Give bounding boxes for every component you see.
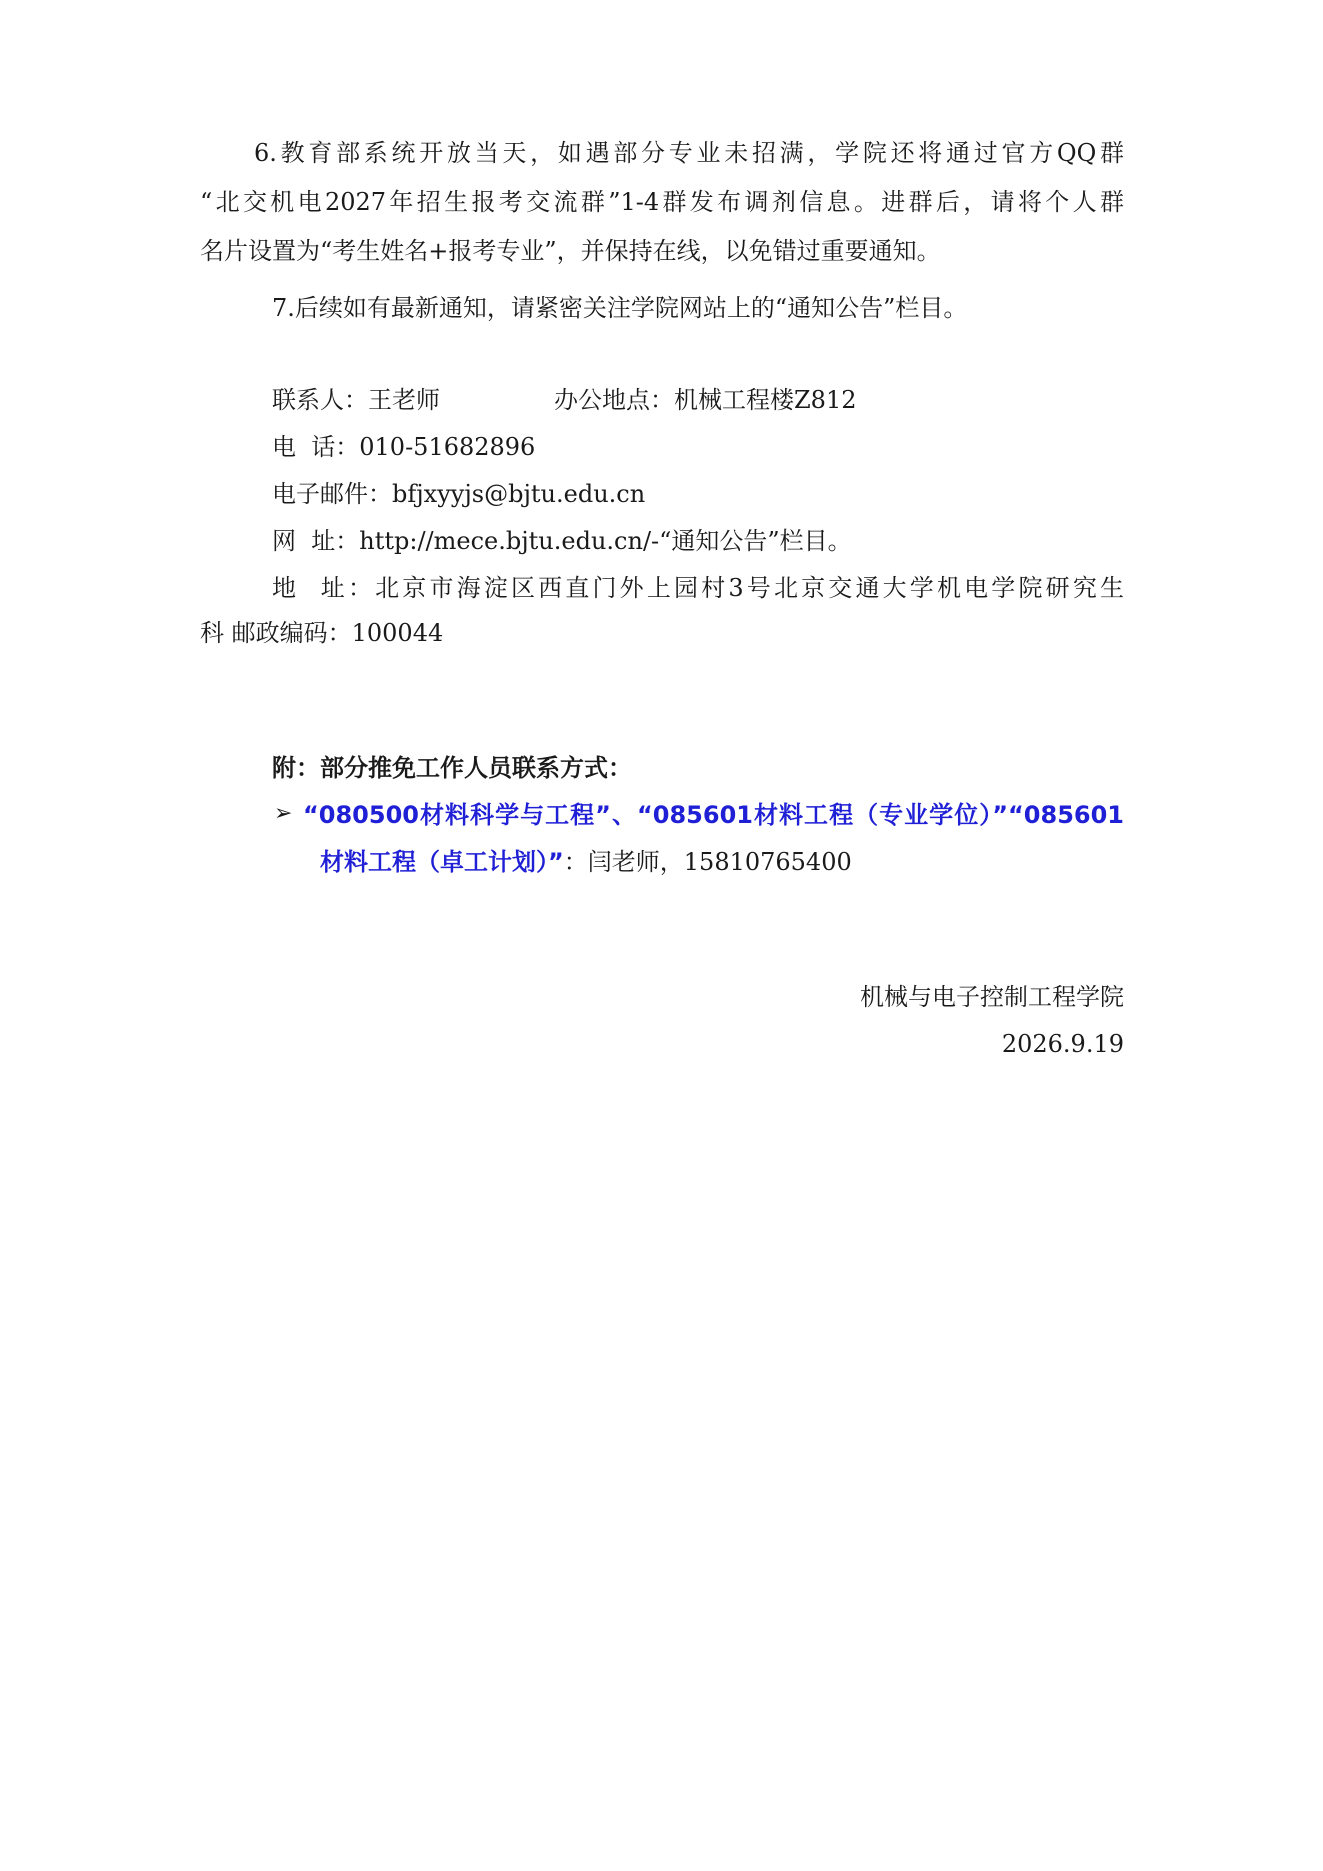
item6-line3: 名片设置为“考生姓名+报考专业”，并保持在线，以免错过重要通知。 <box>200 237 941 265</box>
item7-line: 7.后续如有最新通知，请紧密关注学院网站上的“通知公告”栏目。 <box>272 294 968 322</box>
arrow-bullet-icon: ➢ <box>274 801 293 826</box>
appendix-title: 附：部分推免工作人员联系方式： <box>272 754 632 782</box>
contact-address-line1: 地 址：北京市海淀区西直门外上园村3号北京交通大学机电学院研究生 <box>272 574 1124 602</box>
contact-person: 联系人：王老师 <box>272 386 440 414</box>
appendix-contact: ：闫老师，15810765400 <box>563 848 852 876</box>
contact-office: 办公地点：机械工程楼Z812 <box>554 386 857 414</box>
appendix-entry-line2 <box>320 846 852 878</box>
contact-email: 电子邮件：bfjxyyjs@bjtu.edu.cn <box>272 480 646 508</box>
contact-address-line2: 科 邮政编码：100044 <box>200 619 444 647</box>
contact-phone: 电 话：010-51682896 <box>272 433 536 461</box>
item6-line2: “北交机电2027年招生报考交流群”1-4群发布调剂信息。进群后，请将个人群 <box>200 188 1124 216</box>
appendix-majors-line1: “080500材料科学与工程”、“085601材料工程（专业学位）”“085601 <box>303 801 1124 829</box>
appendix-majors-line2: 材料工程（卓工计划）” <box>320 848 564 876</box>
signature-org: 机械与电子控制工程学院 <box>860 983 1124 1011</box>
contact-website: 网 址：http://mece.bjtu.edu.cn/-“通知公告”栏目。 <box>272 527 852 555</box>
item6-line1: 6.教育部系统开放当天，如遇部分专业未招满，学院还将通过官方QQ群 <box>254 139 1124 167</box>
signature-date: 2026.9.19 <box>1001 1030 1124 1058</box>
